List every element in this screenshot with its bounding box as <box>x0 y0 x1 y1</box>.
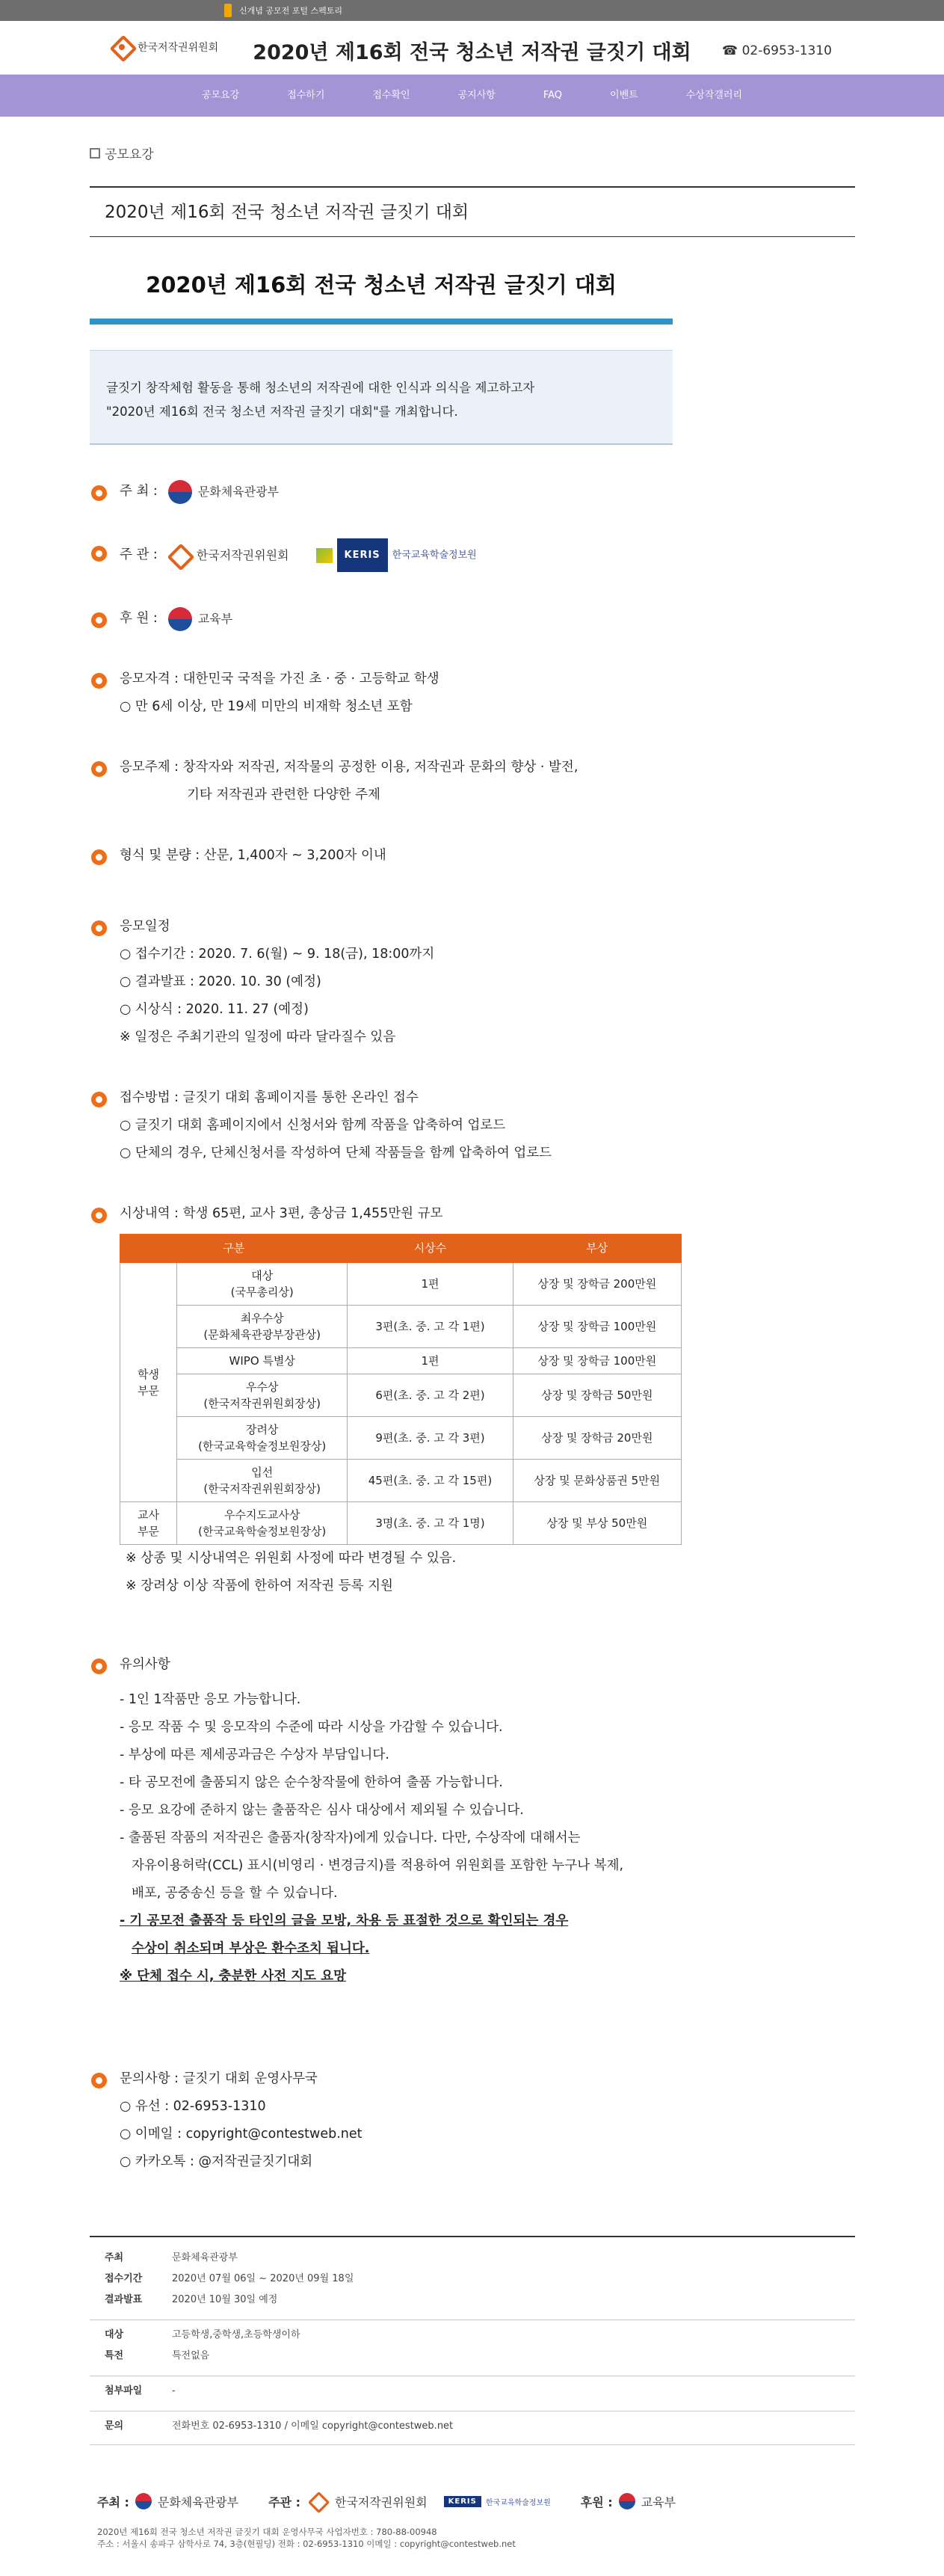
keris-logo: KERIS 한국교육학술정보원 <box>444 2496 551 2507</box>
bullet-icon <box>91 1092 107 1107</box>
footer-label: 후원 : <box>580 2494 613 2509</box>
method-item: ○ 글짓기 대회 홈페이지에서 신청서와 함께 작품을 압축하여 업로드 <box>120 1118 506 1133</box>
theme-text: 기타 저작권과 관련한 다양한 주제 <box>187 787 380 802</box>
count-cell: 6편(초. 중. 고 각 2편) <box>348 1374 513 1417</box>
info-value: 문화체육관광부 <box>172 2252 238 2263</box>
intro-line: 글짓기 창작체험 활동을 통해 청소년의 저작권에 대한 인식과 의식을 제고하고자 <box>106 381 535 395</box>
keris-name: 한국교육학술정보원 <box>485 2498 551 2507</box>
footer <box>97 2490 845 2550</box>
table-row <box>120 1374 682 1417</box>
table-header: 시상수 <box>348 1235 513 1263</box>
footer-copyright <box>97 2526 845 2550</box>
intro-line: "2020년 제16회 전국 청소년 저작권 글짓기 대회"를 개최합니다. <box>106 405 458 419</box>
awards-section <box>90 1200 673 1600</box>
schedule-note: ※ 일정은 주최기관의 일정에 따라 달라질수 있음 <box>120 1030 396 1045</box>
info-key: 특전 <box>105 2350 124 2361</box>
contact-section <box>90 2065 673 2176</box>
bullet-icon <box>91 612 107 628</box>
prize-cell: 상장 및 장학금 100만원 <box>513 1348 681 1374</box>
nav-item-guide[interactable]: 공모요강 <box>201 90 240 101</box>
poster-title: 2020년 제16회 전국 청소년 저작권 글짓기 대회 <box>146 272 617 298</box>
group-cell: 교사 부문 <box>120 1502 177 1545</box>
count-cell: 9편(초. 중. 고 각 3편) <box>348 1417 513 1460</box>
footer-host <box>97 2493 238 2510</box>
taegeuk-icon <box>619 2493 635 2509</box>
poster-divider <box>90 319 673 325</box>
caution-item: - 타 공모전에 출품되지 않은 순수창작물에 한하여 출품 가능합니다. <box>120 1775 503 1790</box>
bullet-icon <box>91 673 107 689</box>
caution-warning: - 기 공모전 출품작 등 타인의 글을 모방, 차용 등 표절한 것으로 확인되는 경우 <box>120 1913 569 1928</box>
footer-sponsor-name: 교육부 <box>641 2494 676 2509</box>
info-row <box>90 2320 855 2346</box>
prize-cell: 상장 및 장학금 200만원 <box>513 1263 681 1306</box>
caution-item: - 응모 요강에 준하지 않는 출품작은 심사 대상에서 제외될 수 있습니다. <box>120 1803 524 1818</box>
phone-icon <box>224 4 232 17</box>
sponsor-label: 후 원 : <box>120 611 158 626</box>
caution-item: - 부상에 따른 제세공과금은 수상자 부담입니다. <box>120 1747 389 1762</box>
organizer-logo <box>168 541 289 569</box>
attachment-link[interactable]: - <box>172 2385 176 2397</box>
count-cell: 3명(초. 중. 고 각 1명) <box>348 1502 513 1545</box>
keris-logo <box>316 538 477 572</box>
contest-info-table <box>90 2236 855 2445</box>
nav-item-apply[interactable]: 접수하기 <box>287 90 325 101</box>
info-row <box>90 2411 855 2445</box>
host-name: 문화체육관광부 <box>197 485 280 499</box>
prize-cell: 상장 및 문화상품권 5만원 <box>513 1460 681 1502</box>
contact-item: ○ 유선 : 02-6953-1310 <box>120 2099 266 2114</box>
bullet-icon <box>91 485 107 501</box>
organizer-label: 주 관 : <box>120 547 158 562</box>
method-section <box>90 1084 673 1167</box>
table-row <box>120 1417 682 1460</box>
format-section <box>90 842 673 870</box>
prize-cell: 상장 및 장학금 50만원 <box>513 1374 681 1417</box>
table-row <box>120 1263 682 1306</box>
contact-item: ○ 카카오톡 : @저작권글짓기대회 <box>120 2154 313 2169</box>
group-cell: 학생 부문 <box>120 1263 177 1502</box>
content <box>90 117 855 2445</box>
award-cell: 대상 (국무총리상) <box>177 1263 348 1306</box>
footer-organizer <box>268 2490 551 2512</box>
nav-item-faq[interactable]: FAQ <box>543 90 563 101</box>
keris-mark-icon <box>316 548 333 563</box>
sponsor-logo <box>168 605 232 633</box>
theme-text: 응모주제 : 창작자와 저작권, 저작물의 공정한 이용, 저작권과 문화의 향상 · 발전, <box>120 760 579 775</box>
keris-wordmark: KERIS <box>337 538 388 572</box>
footer-line: 2020년 제16회 전국 청소년 저작권 글짓기 대회 운영사무국 사업자번호 : 780-88-00948 <box>97 2527 437 2537</box>
table-row <box>120 1348 682 1374</box>
award-cell: 입선 (한국저작권위원회장상) <box>177 1460 348 1502</box>
nav-item-check[interactable]: 접수확인 <box>372 90 410 101</box>
breadcrumb-text: 공모요강 <box>105 147 154 162</box>
count-cell: 1편 <box>348 1263 513 1306</box>
copyright-commission-logo-icon <box>168 544 191 567</box>
awards-table <box>120 1234 682 1545</box>
contact-item: ○ 이메일 : copyright@contestweb.net <box>120 2127 363 2142</box>
sponsor-section <box>90 605 673 633</box>
logo-text: 한국저작권위원회 <box>138 42 219 54</box>
info-key: 주최 <box>105 2252 124 2263</box>
footer-host-name: 문화체육관광부 <box>157 2494 239 2509</box>
info-row <box>90 2269 855 2290</box>
bullet-icon <box>91 761 107 777</box>
caution-item: 자유이용허락(CCL) 표시(비영리 · 변경금지)를 적용하여 위원회를 포함한 누구나 복제, <box>132 1858 624 1873</box>
nav-item-gallery[interactable]: 수상작갤러리 <box>685 90 743 101</box>
footer-line: 주소 : 서울시 송파구 삼학사로 74, 3층(현필딩) 전화 : 02-6953-1310 이메일 : copyright@contestweb.net <box>97 2539 516 2549</box>
copyright-commission-logo-icon <box>309 2492 327 2510</box>
info-key: 대상 <box>105 2329 124 2340</box>
count-cell: 3편(초. 중. 고 각 1편) <box>348 1306 513 1348</box>
schedule-title: 응모일정 <box>120 919 170 934</box>
footer-label: 주최 : <box>97 2494 129 2509</box>
info-key: 접수기간 <box>105 2273 143 2284</box>
info-value: 2020년 07월 06일 ~ 2020년 09월 18일 <box>172 2273 354 2284</box>
awards-note: ※ 장려상 이상 작품에 한하여 저작권 등록 지원 <box>126 1579 393 1593</box>
format-text: 형식 및 분량 : 산문, 1,400자 ~ 3,200자 이내 <box>120 848 386 863</box>
eligibility-sub: ○ 만 6세 이상, 만 19세 미만의 비재학 청소년 포함 <box>120 699 413 714</box>
intro-box <box>90 350 673 445</box>
info-row <box>90 2248 855 2269</box>
awards-note: ※ 상종 및 시상내역은 위원회 사정에 따라 변경될 수 있음. <box>126 1551 457 1566</box>
caution-section <box>90 1651 673 1991</box>
info-key: 결과발표 <box>105 2294 143 2305</box>
host-logo <box>168 478 279 505</box>
square-icon <box>90 148 100 159</box>
table-row <box>120 1502 682 1545</box>
bullet-icon <box>91 546 107 562</box>
caution-warning: 수상이 취소되며 부상은 환수조치 됩니다. <box>132 1941 370 1956</box>
schedule-item: ○ 결과발표 : 2020. 10. 30 (예정) <box>120 974 321 989</box>
breadcrumb <box>90 144 855 162</box>
contact-title: 문의사항 : 글짓기 대회 운영사무국 <box>120 2071 318 2086</box>
prize-cell: 상장 및 장학금 20만원 <box>513 1417 681 1460</box>
prize-cell: 상장 및 부상 50만원 <box>513 1502 681 1545</box>
info-row <box>90 2346 855 2367</box>
caution-item: - 응모 작품 수 및 응모작의 수준에 따라 시상을 가감할 수 있습니다. <box>120 1720 503 1735</box>
nav-item-notice[interactable]: 공지사항 <box>457 90 496 101</box>
nav-item-event[interactable]: 이벤트 <box>610 90 638 101</box>
info-row <box>90 2376 855 2402</box>
page-title: 2020년 제16회 전국 청소년 저작권 글짓기 대회 <box>90 186 855 237</box>
organizer-name: 한국저작권위원회 <box>196 548 289 562</box>
award-cell: 장려상 (한국교육학술정보원장상) <box>177 1417 348 1460</box>
footer-sponsor <box>581 2493 676 2510</box>
table-header: 부상 <box>513 1235 681 1263</box>
prize-cell: 상장 및 장학금 100만원 <box>513 1306 681 1348</box>
bullet-icon <box>91 2073 107 2088</box>
bullet-icon <box>91 920 107 936</box>
theme-section <box>90 754 673 809</box>
award-cell: 우수지도교사상 (한국교육학술정보원장상) <box>177 1502 348 1545</box>
award-cell: WIPO 특별상 <box>177 1348 348 1374</box>
caution-item: 배포, 공중송신 등을 할 수 있습니다. <box>132 1886 338 1901</box>
footer-org-name: 한국저작권위원회 <box>334 2494 428 2509</box>
caution-title: 유의사항 <box>120 1657 170 1672</box>
host-label: 주 최 : <box>120 484 158 499</box>
info-value: 고등학생,중학생,초등학생이하 <box>172 2329 300 2340</box>
caution-item: - 1인 1작품만 응모 가능합니다. <box>120 1692 301 1707</box>
count-cell: 45편(초. 중. 고 각 15편) <box>348 1460 513 1502</box>
schedule-item: ○ 접수기간 : 2020. 7. 6(월) ~ 9. 18(금), 18:00까지 <box>120 947 435 962</box>
taegeuk-icon <box>135 2493 152 2509</box>
schedule-section <box>90 913 673 1051</box>
method-item: ○ 단체의 경우, 단체신청서를 작성하여 단체 작품들을 함께 압축하여 업로드 <box>120 1146 552 1161</box>
sponsor-name: 교육부 <box>197 612 233 626</box>
eligibility-section <box>90 665 673 721</box>
bullet-icon <box>91 849 107 865</box>
keris-name: 한국교육학술정보원 <box>392 550 477 561</box>
header <box>0 21 944 75</box>
table-row <box>120 1460 682 1502</box>
info-value: 전화번호 02-6953-1310 / 이메일 copyright@contestweb.net <box>172 2420 454 2432</box>
count-cell: 1편 <box>348 1348 513 1374</box>
table-header: 구분 <box>120 1235 348 1263</box>
contest-poster <box>90 268 673 2176</box>
info-key: 문의 <box>105 2420 124 2432</box>
host-section <box>90 478 673 505</box>
awards-title: 시상내역 : 학생 65편, 교사 3편, 총상금 1,455만원 규모 <box>120 1206 443 1221</box>
info-value: 2020년 10월 30일 예정 <box>172 2294 278 2305</box>
award-cell: 최우수상 (문화체육관광부장관상) <box>177 1306 348 1348</box>
top-strip <box>0 0 944 21</box>
footer-logos <box>97 2490 845 2512</box>
eligibility-text: 응모자격 : 대한민국 국적을 가진 초 · 중 · 고등학교 학생 <box>120 671 439 686</box>
site-title: 2020년 제16회 전국 청소년 저작권 글짓기 대회 <box>253 41 691 64</box>
bullet-icon <box>91 1659 107 1674</box>
taegeuk-icon <box>168 480 192 504</box>
award-cell: 우수상 (한국저작권위원회장상) <box>177 1374 348 1417</box>
footer-label: 주관 : <box>268 2494 300 2509</box>
info-row <box>90 2290 855 2311</box>
organizer-section <box>90 538 673 572</box>
info-key: 첨부파일 <box>105 2385 143 2397</box>
caution-warning: ※ 단체 접수 시, 충분한 사전 지도 요망 <box>120 1969 346 1984</box>
header-phone: ☎ 02-6953-1310 <box>721 43 832 58</box>
method-title: 접수방법 : 글짓기 대회 홈페이지를 통한 온라인 접수 <box>120 1090 419 1105</box>
taegeuk-icon <box>168 607 192 631</box>
schedule-item: ○ 시상식 : 2020. 11. 27 (예정) <box>120 1002 309 1017</box>
caution-item: - 출품된 작품의 저작권은 출품자(창작자)에게 있습니다. 다만, 수상작에 대해서는 <box>120 1830 581 1845</box>
spectory-tag[interactable] <box>224 3 342 18</box>
bullet-icon <box>91 1208 107 1223</box>
spectory-tag-text: 신개념 공모전 포털 스펙토리 <box>239 6 343 16</box>
table-row <box>120 1306 682 1348</box>
info-value: 특전없음 <box>172 2350 210 2361</box>
main-nav <box>0 75 944 117</box>
